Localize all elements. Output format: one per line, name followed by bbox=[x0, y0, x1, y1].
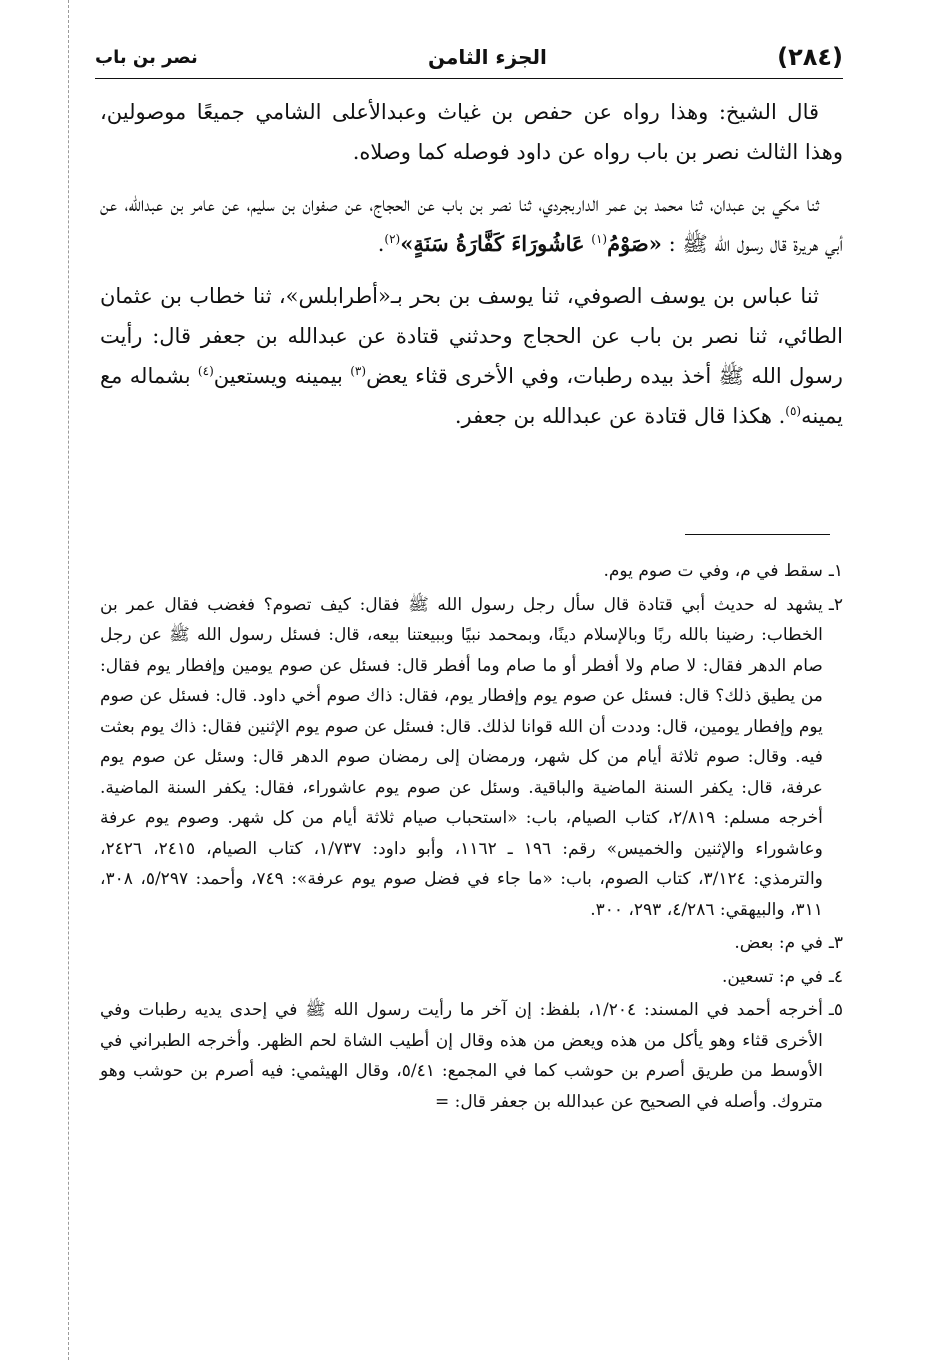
footnote-ref-4[interactable]: (٤) bbox=[197, 364, 214, 378]
footnote-text: أخرجه أحمد في المسند: ١/٢٠٤، بلفظ: إن آخر ما رأيت رسول الله ﷺ في إحدى يديه رطبات وفي الأخرى قثاء وهو يأكل من هذه ويعض من هذه وقال إن أطيب الشاة لحم الظهر. وأخرجه الطبراني في الأوسط من طريق أصرم بن حوشب كما في المجمع: ٥/٤١، وقال الهيثمي: فيه أصرم بن حوشب وهو متروك. وأصله في الصحيح عن عبدالله بن جعفر قال: = bbox=[100, 1000, 823, 1112]
footnote-number: ٢ـ bbox=[828, 594, 843, 615]
footnotes bbox=[100, 556, 843, 1120]
footnote-text: في م: تسعين. bbox=[721, 966, 823, 987]
footnote-number: ٣ـ bbox=[828, 933, 843, 953]
footnote-separator bbox=[685, 534, 830, 535]
paragraph-2 bbox=[100, 184, 843, 264]
footnote bbox=[100, 928, 843, 959]
footnote-text: يشهد له حديث أبي قتادة قال سأل رجل رسول الله ﷺ فقال: كيف تصوم؟ فغضب فقال عمر بن الخطاب: رضينا بالله ربًا وبالإسلام دينًا، وبمحمد نبيًا وببيعتنا بيعه، قال: فسئل رسول الله ﷺ عن رجل صام الدهر فقال: لا صام ولا أفطر أو ما صام وما أفطر قال: فسئل عن صوم يومين وإفطار يوم فقال: من يطيق ذلك؟ قال: فسئل عن صوم يوم وإفطار يوم، فقال: ذاك صوم أخي داود. قال: فسئل عن صوم يوم وإفطار يومين، قال: وددت أن الله قوانا لذلك. قال: فسئل عن صوم يوم الإثنين فقال: ذاك يوم بعثت فيه. وقال: صوم ثلاثة أيام من كل شهر، ورمضان إلى رمضان صوم الدهر قال: وسئل عن صوم يوم عرفة، قال: يكفر السنة الماضية والباقية. وسئل عن صوم يوم عاشوراء، فقال: يكفر السنة الماضية. أخرجه مسلم: ٢/٨١٩، كتاب الصيام، باب: «استحباب صيام ثلاثة أيام من كل شهر. وصوم يوم عرفة وعاشوراء والإثنين والخميس» رقم: ١٩٦ ـ ١١٦٢، وأبو داود: ١/٧٣٧، كتاب الصيام، ٢٤١٥، ٢٤٢٦، والترمذي: ٣/١٢٤، كتاب الصوم، باب: «ما جاء في فضل صوم يوم عرفة»: ٧٤٩، وأحمد: ٥/٢٩٧، ٣٠٨، ٣١١، والبيهقي: ٤/٢٨٦، ٢٩٣، ٣٠٠. bbox=[100, 594, 823, 920]
header-rule bbox=[95, 78, 843, 79]
footnote-number: ٥ـ bbox=[828, 1000, 843, 1020]
hadith-text-start: «صَوْمُ bbox=[607, 231, 662, 256]
p3-part-c: بشماله مع يمينه bbox=[100, 364, 843, 428]
footnote bbox=[100, 556, 843, 587]
footnote-ref-2[interactable]: (٢) bbox=[384, 232, 401, 246]
paragraph-3 bbox=[100, 276, 843, 436]
footnote-number: ١ـ bbox=[828, 561, 843, 581]
footnote-ref-5[interactable]: (٥) bbox=[785, 404, 802, 418]
footnote bbox=[100, 995, 843, 1117]
footnote bbox=[100, 962, 843, 993]
paragraph-1: قال الشيخ: وهذا رواه عن حفص بن غياث وعبدالأعلى الشامي جميعًا موصولين، وهذا الثالث نصر بن باب رواه عن داود فوصله كما وصلاه. bbox=[100, 100, 843, 164]
footnote bbox=[100, 590, 843, 926]
footnote-ref-3[interactable]: (٣) bbox=[350, 364, 367, 378]
p3-part-a: ثنا عباس بن يوسف الصوفي، ثنا يوسف بن بحر بـ«أطرابلس»، ثنا خطاب بن عثمان الطائي، ثنا نصر بن باب عن الحجاج وحدثني قتادة عن عبدالله بن جعفر قال: رأيت رسول الله ﷺ أخذ بيده رطبات، وفي الأخرى قثاء يعض bbox=[100, 284, 843, 388]
running-header bbox=[95, 40, 843, 74]
hadith-text-end: عَاشُورَاءَ كَفَّارَةُ سَنَةٍ» bbox=[400, 231, 585, 256]
main-text bbox=[100, 92, 843, 448]
isnad-text: ثنا مكي بن عبدان، ثنا محمد بن عمر الداربجردي، ثنا نصر بن باب عن الحجاج، عن صفوان بن سليم، عن عامر بن عبدالله، عن أبي هريرة قال رسول الله ﷺ : bbox=[100, 192, 843, 256]
page-number: (٢٨٤) bbox=[777, 43, 843, 71]
footnote-number: ٤ـ bbox=[828, 966, 843, 987]
p3-part-d: . هكذا قال قتادة عن عبدالله بن جعفر. bbox=[454, 404, 786, 428]
section-title: نصر بن باب bbox=[95, 46, 198, 68]
footnote-text: في م: بعض. bbox=[734, 933, 823, 953]
p3-part-b: بيمينه ويستعين bbox=[213, 364, 343, 388]
scan-margin-line bbox=[68, 0, 69, 1360]
period: . bbox=[377, 232, 385, 256]
footnote-ref-1[interactable]: (١) bbox=[591, 232, 608, 246]
volume-title: الجزء الثامن bbox=[428, 45, 547, 69]
footnote-text: سقط في م، وفي ت صوم يوم. bbox=[603, 561, 823, 581]
